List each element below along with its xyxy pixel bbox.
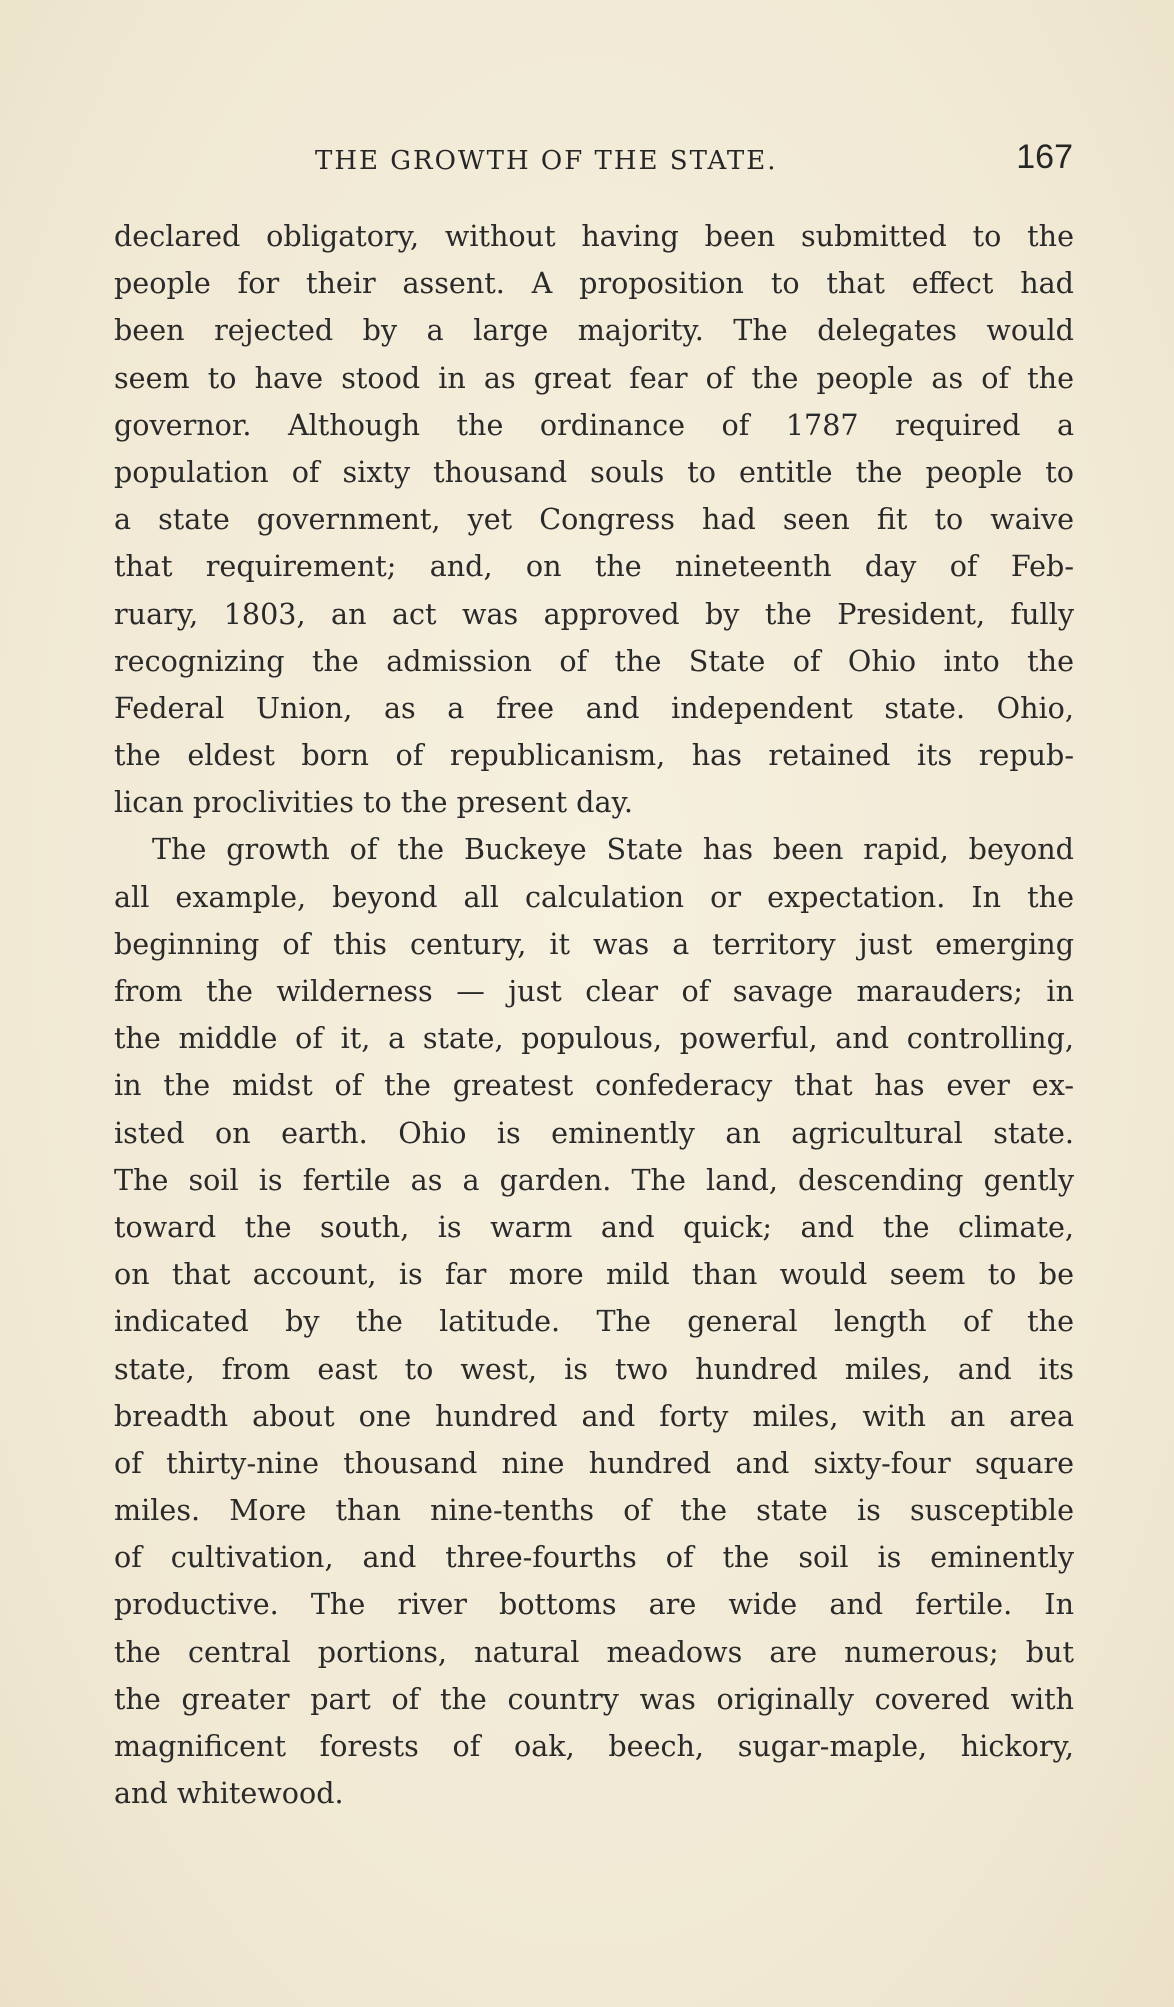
body-text [114,213,1074,1817]
text-line: Federal Union, as a free and independent state. Ohio, [114,690,1074,725]
text-line: a state government, yet Congress had seen fit to waive [114,502,1074,537]
text-line: on that account, is far more mild than would seem to be [114,1257,1074,1292]
text-line: state, from east to west, is two hundred miles, and its [114,1351,1074,1386]
text-line: from the wilderness — just clear of savage marauders; in [114,974,1074,1008]
text-line: population of sixty thousand souls to entitle the people to [114,454,1074,489]
text-line: of thirty-nine thousand nine hundred and sixty-four square [114,1445,1074,1480]
text-line: indicated by the latitude. The general length of the [114,1304,1074,1339]
text-line: declared obligatory, without having been submitted to the [114,219,1074,253]
text-line: the greater part of the country was originally covered with [114,1681,1074,1716]
text-line: lican proclivities to the present day. [114,785,633,820]
text-line: in the midst of the greatest confederacy that has ever ex- [114,1068,1074,1103]
text-line: governor. Although the ordinance of 1787 required a [114,407,1074,442]
text-line: The soil is fertile as a garden. The land, descending gently [114,1162,1074,1197]
text-line: the central portions, natural meadows are numerous; but [114,1634,1074,1669]
text-line: seem to have stood in as great fear of the people as of the [114,360,1074,395]
text-line: The growth of the Buckeye State has been rapid, beyond [152,832,1074,867]
text-line: ruary, 1803, an act was approved by the President, fully [114,596,1074,631]
running-head: THE GROWTH OF THE STATE. [315,146,778,176]
paragraph [114,213,1074,826]
text-line: the middle of it, a state, populous, powerful, and controlling, [114,1021,1074,1056]
text-line: breadth about one hundred and forty miles, with an area [114,1398,1074,1433]
text-line: toward the south, is warm and quick; and the climate, [114,1209,1074,1244]
text-line: and whitewood. [114,1776,344,1811]
page-number: 167 [1016,138,1073,176]
text-line: beginning of this century, it was a territory just emerging [114,926,1074,961]
text-line: recognizing the admission of the State of Ohio into the [114,643,1074,678]
text-line: miles. More than nine-tenths of the state is susceptible [114,1493,1074,1528]
text-line: magnificent forests of oak, beech, sugar-maple, hickory, [114,1729,1074,1763]
text-line: been rejected by a large majority. The delegates would [114,313,1074,348]
text-line: of cultivation, and three-fourths of the soil is eminently [114,1540,1074,1575]
paragraph [114,826,1074,1817]
text-line: productive. The river bottoms are wide and fertile. In [114,1587,1074,1622]
page-header [115,138,1075,188]
text-line: the eldest born of republicanism, has retained its repub- [114,738,1074,773]
text-line: people for their assent. A proposition to that effect had [114,266,1074,301]
text-line: that requirement; and, on the nineteenth day of Feb- [114,549,1074,584]
text-line: all example, beyond all calculation or expectation. In the [114,879,1074,914]
text-line: isted on earth. Ohio is eminently an agricultural state. [114,1115,1074,1150]
